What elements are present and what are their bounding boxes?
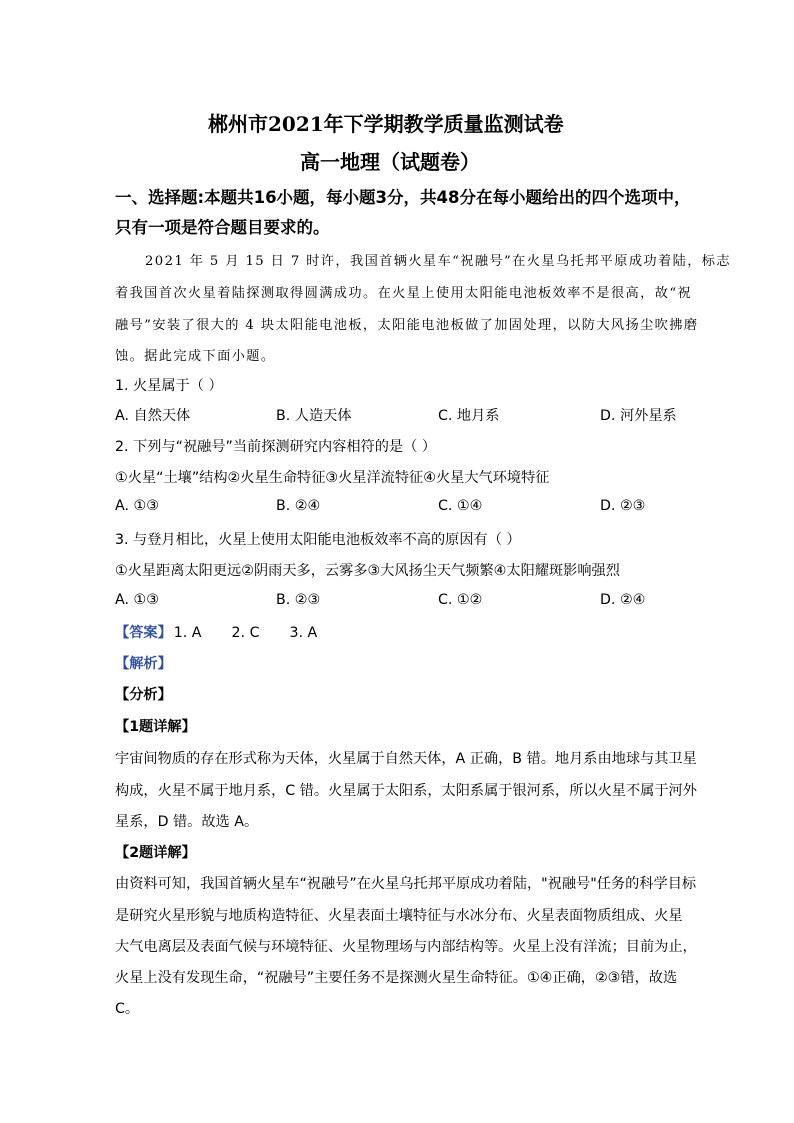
option-a: A. ①③ [115, 498, 159, 514]
section-heading-line1: 一、选择题:本题共16小题，每小题3分，共48分在每小题给出的四个选项中， [115, 188, 691, 207]
explanation-line: 宇宙间物质的存在形式称为天体，火星属于自然天体，A 正确，B 错。地月系由地球与其卫星 [115, 751, 697, 767]
passage-line: 2021 年 5 月 15 日 7 时许，我国首辆火星车“祝融号”在火星乌托邦平原成功着陆，标志 [145, 254, 731, 269]
explanation-line: C。 [115, 1001, 140, 1017]
question-stem: 1. 火星属于（ ） [115, 378, 223, 394]
option-d: D. ②④ [600, 592, 646, 608]
explanation-line: 由资料可知，我国首辆火星车“祝融号”在火星乌托邦平原成功着陆，"祝融号"任务的科学目标 [115, 876, 697, 892]
page-subtitle: 高一地理（试题卷） [300, 150, 480, 174]
option-a: A. ①③ [115, 592, 159, 608]
question-statement: ①火星“土壤”结构②火星生命特征③火星洋流特征④火星大气环境特征 [115, 470, 550, 486]
option-c: C. 地月系 [438, 408, 500, 424]
explanation-line: 是研究火星形貌与地质构造特征、火星表面土壤特征与水冰分布、火星表面物质组成、火星 [115, 908, 683, 924]
passage-line: 着我国首次火星着陆探测取得圆满成功。在火星上使用太阳能电池板效率不是很高，故“祝 [115, 286, 693, 301]
explanation-line: 大气电离层及表面气候与环境特征、火星物理场与内部结构等。火星上没有洋流；目前为止， [115, 939, 697, 955]
question-stem: 3. 与登月相比，火星上使用太阳能电池板效率不高的原因有（ ） [115, 532, 521, 548]
page-title: 郴州市2021年下学期教学质量监测试卷 [208, 112, 564, 136]
q2-detail-label: 【2题详解】 [115, 845, 196, 861]
option-c: C. ①④ [438, 498, 483, 514]
analysis-sub-label: 【分析】 [115, 687, 172, 703]
passage-line: 蚀。据此完成下面小题。 [115, 349, 276, 364]
explanation-line: 构成，火星不属于地月系，C 错。火星属于太阳系，太阳系属于银河系，所以火星不属于河外 [115, 783, 697, 799]
section-heading-line2: 只有一项是符合题目要求的。 [115, 218, 330, 237]
option-b: B. ②③ [276, 592, 321, 608]
option-d: D. 河外星系 [600, 408, 677, 424]
answer-item: 1. A [173, 625, 202, 641]
option-b: B. ②④ [276, 498, 321, 514]
option-d: D. ②③ [600, 498, 646, 514]
answer-item: 3. A [289, 625, 318, 641]
analysis-label: 【解析】 [115, 656, 172, 672]
explanation-line: 星系，D 错。故选 A。 [115, 814, 259, 830]
answer-row [115, 622, 317, 642]
question-statement: ①火星距离太阳更远②阴雨天多，云雾多③大风扬尘天气频繁④太阳耀斑影响强烈 [115, 563, 620, 579]
passage-line: 融号”安装了很大的 4 块太阳能电池板，太阳能电池板做了加固处理，以防大风扬尘吹拂磨 [115, 318, 699, 333]
answer-label: 【答案】 [115, 625, 172, 641]
option-c: C. ①② [438, 592, 483, 608]
explanation-line: 火星上没有发现生命，“祝融号”主要任务不是探测火星生命特征。①④正确，②③错，故选 [115, 970, 678, 986]
answer-item: 2. C [231, 625, 260, 641]
option-a: A. 自然天体 [115, 408, 191, 424]
question-stem: 2. 下列与“祝融号”当前探测研究内容相符的是（ ） [115, 439, 437, 455]
option-b: B. 人造天体 [276, 408, 352, 424]
q1-detail-label: 【1题详解】 [115, 719, 196, 735]
